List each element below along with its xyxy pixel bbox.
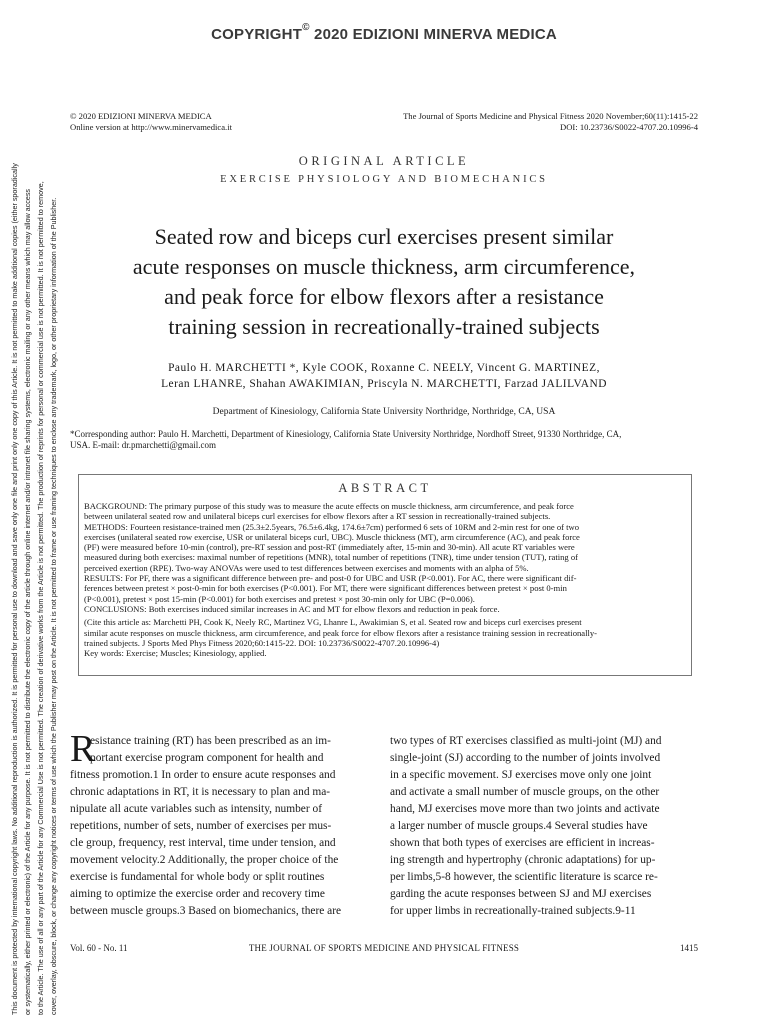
- publisher-header: [70, 111, 232, 133]
- abstract-box: [78, 474, 692, 676]
- body-line: two types of RT exercises classified as multi-joint (MJ) and: [390, 735, 662, 747]
- footer-volume: Vol. 60 - No. 11: [70, 943, 128, 953]
- corr-line: *Corresponding author: Paulo H. Marchetti, Department of Kinesiology, California State University Northridge, Nordhoff Street, 91330 Northridge, CA,: [70, 429, 622, 439]
- abstract-line: CONCLUSIONS: Both exercises induced similar increases in AC and MT for elbow flexors and reduction in peak force.: [84, 603, 500, 614]
- title-line: Seated row and biceps curl exercises present similar: [154, 224, 614, 249]
- keywords: Key words: Exercise; Muscles; Kinesiology, applied.: [84, 648, 267, 659]
- side-notice-line: cover, overlay, obscure, block, or change any copyright notices or terms of use which the Publisher may post on the Article. It is not permitted to frame or use framing techniques to enclose any trademark, logo, or other proprietary information of the Publisher.: [49, 197, 58, 1015]
- abstract-line: exercises (unilateral seated row exercise, USR or unilateral biceps curl, UBC). Muscle thickness (MT), arm circumference (AC), and peak force: [84, 531, 580, 542]
- body-line: movement velocity.2 Additionally, the proper choice of the: [70, 854, 339, 866]
- abstract-line: between unilateral seated row and unilateral biceps curl exercises for elbow flexors after a RT session in recreationally-trained subjects.: [84, 511, 551, 522]
- author-list: [70, 360, 698, 392]
- body-line: for upper limbs in recreationally-trained subjects.9-11: [390, 905, 636, 917]
- abstract-line: (PF) were measured before 10-min (control), pre-RT session and post-RT (immediately after, 15-min and 30-min). All acute RT variables were: [84, 542, 575, 553]
- body-line: esistance training (RT) has been prescribed as an im-: [90, 735, 331, 747]
- abstract-line: BACKGROUND: The primary purpose of this study was to measure the acute effects on muscle thickness, arm circumference, and peak force: [84, 501, 574, 511]
- abstract-line: perceived exertion (RPE). Two-way ANOVAs were used to test differences between exercises and moments with an alpha of 5%.: [84, 562, 529, 573]
- body-line: aiming to optimize the exercise order and recovery time: [70, 888, 325, 900]
- section-type: EXERCISE PHYSIOLOGY AND BIOMECHANICS: [220, 174, 548, 185]
- body-line: in a specific movement. SJ exercises move only one joint: [390, 769, 652, 781]
- body-column-right: [390, 733, 698, 920]
- journal-header: [403, 111, 698, 133]
- body-line: and activate a small number of muscle groups, on the other: [390, 786, 660, 798]
- article-title: [90, 222, 678, 342]
- author-line: Leran LHANRE, Shahan AWAKIMIAN, Priscyla N. MARCHETTI, Farzad JALILVAND: [161, 378, 607, 390]
- body-column-left: [70, 733, 378, 920]
- body-line: hand, MJ exercises move more than two joints and activate: [390, 803, 660, 815]
- body-line: single-joint (SJ) according to the number of joints involved: [390, 752, 661, 764]
- cite-line: trained subjects. J Sports Med Phys Fitness 2020;60:1415-22. DOI: 10.23736/S0022-4707.20.10996-4): [84, 637, 440, 648]
- abstract-line: measured during both exercises: maximal number of repetitions (MNR), total number of repetitions (TNR), time under tension (TUT), rating of: [84, 552, 579, 563]
- body-line: ing strength and hypertrophy (chronic adaptations) for up-: [390, 854, 656, 866]
- body-line: per limbs,5-8 however, the scientific literature is scarce re-: [390, 871, 658, 883]
- page-number: 1415: [680, 943, 698, 953]
- body-line: nipulate all acute variables such as intensity, number of: [70, 803, 322, 815]
- publisher-url[interactable]: Online version at http://www.minervamedica.it: [70, 122, 232, 132]
- copyright-symbol: ©: [302, 22, 310, 33]
- title-line: training session in recreationally-trained subjects: [168, 314, 600, 339]
- corr-line: USA. E-mail: dr.pmarchetti@gmail.com: [70, 440, 217, 450]
- body-line: portant exercise program component for health and: [90, 752, 324, 764]
- cite-line: similar acute responses on muscle thickness, arm circumference, and peak force for elbow flexors after a resistance training session in recreationally-: [84, 627, 598, 638]
- journal-citation: The Journal of Sports Medicine and Physical Fitness 2020 November;60(11):1415-22: [403, 111, 698, 121]
- body-line: exercise is fundamental for whole body or split routines: [70, 871, 325, 883]
- body-line: repetitions, number of sets, number of exercises per mus-: [70, 820, 332, 832]
- doi: DOI: 10.23736/S0022-4707.20.10996-4: [560, 122, 698, 132]
- body-line: between muscle groups.3 Based on biomechanics, there are: [70, 905, 342, 917]
- footer-journal-name: THE JOURNAL OF SPORTS MEDICINE AND PHYSICAL FITNESS: [248, 943, 520, 953]
- abstract-heading: ABSTRACT: [338, 481, 432, 495]
- body-line: fitness promotion.1 In order to ensure acute responses and: [70, 769, 336, 781]
- abstract-line: RESULTS: For PF, there was a significant difference between pre- and post-0 for UBC and USR (P<0.001). For AC, there were significant dif-: [84, 573, 577, 584]
- side-notice-line: or systematically, either printed or electronic) of the Article for any purpose. It is not permitted to distribute the electronic copy of the article through online internet and/or intranet file sharing systems, electronic mailing or any other means which may allow access: [23, 188, 32, 1015]
- side-notice-line: to the Article. The use of all or any part of the Article for any Commercial Use is not permitted. The creation of derivative works from the Article is not permitted. The production of reprints for personal or commercial use is not permitted. It is not permitted to remove,: [36, 181, 45, 1015]
- body-line: shown that both types of exercises are efficient in increas-: [390, 837, 655, 849]
- title-line: and peak force for elbow flexors after a resistance: [164, 284, 604, 309]
- copyright-banner: COPYRIGHT© 2020 EDIZIONI MINERVA MEDICA: [211, 22, 557, 43]
- drop-cap: R: [70, 728, 96, 770]
- abstract-line: (P<0.001), pretest × post 15-min (P<0.001) for both exercises and pretest × post 30-min only for UBC (P=0.006).: [84, 593, 475, 604]
- title-line: acute responses on muscle thickness, arm circumference,: [132, 254, 636, 279]
- body-line: a larger number of muscle groups.4 Several studies have: [390, 820, 648, 832]
- body-line: chronic adaptations in RT, it is necessary to plan and ma-: [70, 786, 331, 798]
- body-line: cle group, frequency, rest interval, time under tension, and: [70, 837, 336, 849]
- author-line: Paulo H. MARCHETTI *, Kyle COOK, Roxanne C. NEELY, Vincent G. MARTINEZ,: [168, 362, 600, 374]
- cite-line: (Cite this article as: Marchetti PH, Cook K, Neely RC, Martinez VG, Lhanre L, Awakimian S, et al. Seated row and biceps curl exercises present: [84, 617, 582, 628]
- affiliation: Department of Kinesiology, California State University Northridge, Northridge, CA, USA: [212, 407, 556, 417]
- side-notice-line: This document is protected by international copyright laws. No additional reproduction is authorized. It is permitted for personal use to download and save only one file and print only one copy of this Article. It is not permitted to make additional copies (either sporadically: [10, 163, 19, 1015]
- publisher-name: © 2020 EDIZIONI MINERVA MEDICA: [70, 111, 212, 121]
- corresponding-author: [70, 429, 698, 451]
- body-line: garding the acute responses between SJ and MJ exercises: [390, 888, 652, 900]
- abstract-line: METHODS: Fourteen resistance-trained men (25.3±2.5years, 76.5±6.4kg, 174.6±7cm) performed 6 sets of 10RM and 2-min rest for one of two: [84, 521, 580, 532]
- article-type: ORIGINAL ARTICLE: [298, 154, 470, 168]
- abstract-line: ferences between pretest × post-0-min for both exercises (P<0.001). For MT, there were significant differences between pretest × post 0-min: [84, 583, 567, 594]
